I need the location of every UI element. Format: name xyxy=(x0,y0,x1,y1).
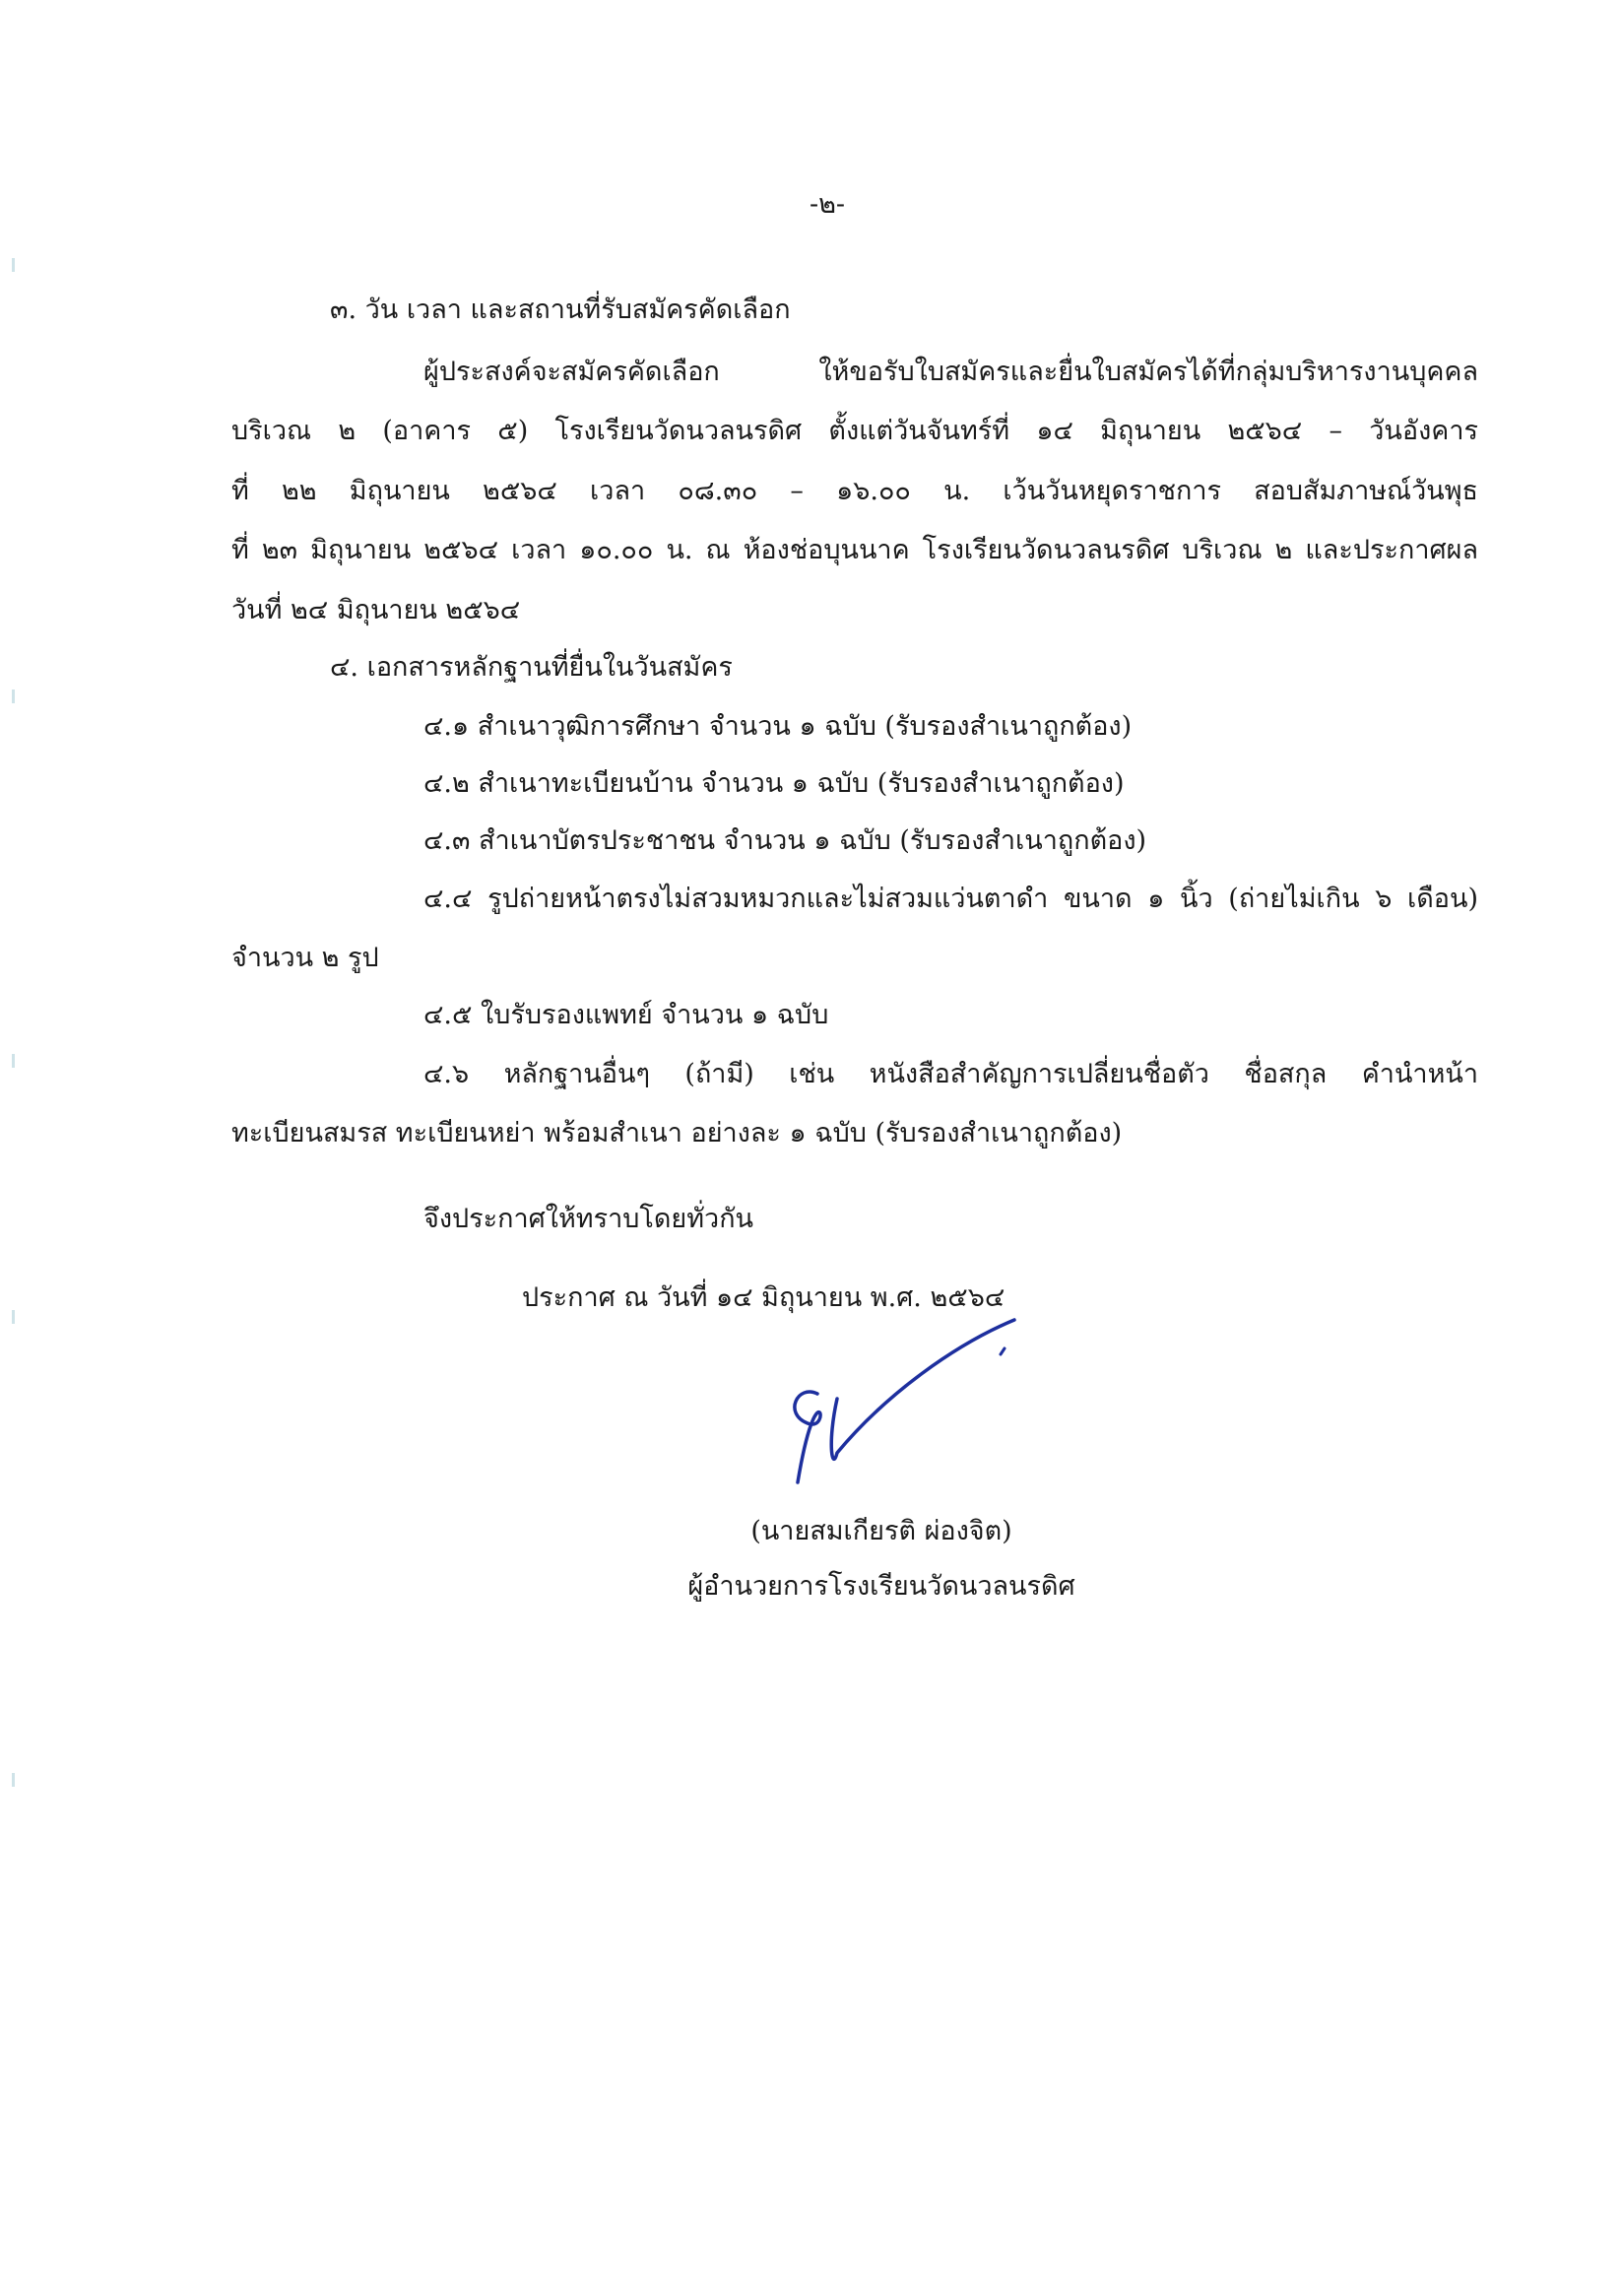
closing-statement: จึงประกาศให้ทราบโดยทั่วกัน xyxy=(423,1204,753,1234)
document-item: ๔.๒ สำเนาทะเบียนบ้าน จำนวน ๑ ฉบับ (รับรองสำเนาถูกต้อง) xyxy=(423,768,1125,799)
margin-mark xyxy=(12,1773,15,1787)
section-4-heading: ๔. เอกสารหลักฐานที่ยื่นในวันสมัคร xyxy=(330,652,733,683)
document-item-continuation: ทะเบียนสมรส ทะเบียนหย่า พร้อมสำเนา อย่างละ ๑ ฉบับ (รับรองสำเนาถูกต้อง) xyxy=(231,1118,1123,1148)
margin-mark xyxy=(12,1310,15,1324)
handwritten-signature xyxy=(778,1305,1034,1492)
document-item: ๔.๓ สำเนาบัตรประชาชน จำนวน ๑ ฉบับ (รับรองสำเนาถูกต้อง) xyxy=(423,825,1147,856)
signer-position: ผู้อำนวยการโรงเรียนวัดนวลนรดิศ xyxy=(687,1571,1075,1602)
section-3-paragraph-line: ที่ ๒๒ มิถุนายน ๒๕๖๔ เวลา ๐๘.๓๐ – ๑๖.๐๐ น. เว้นวันหยุดราชการ สอบสัมภาษณ์วันพุธ xyxy=(231,476,1478,506)
signer-name: (นายสมเกียรติ ผ่องจิต) xyxy=(750,1516,1012,1546)
announcement-date: ประกาศ ณ วันที่ ๑๔ มิถุนายน พ.ศ. ๒๕๖๔ xyxy=(522,1282,1005,1313)
margin-mark xyxy=(12,258,15,272)
section-3-paragraph-line: ผู้ประสงค์จะสมัครคัดเลือก ให้ขอรับใบสมัครและยื่นใบสมัครได้ที่กลุ่มบริหารงานบุคคล xyxy=(423,357,1478,387)
section-3-heading: ๓. วัน เวลา และสถานที่รับสมัครคัดเลือก xyxy=(330,295,791,325)
document-item: ๔.๕ ใบรับรองแพทย์ จำนวน ๑ ฉบับ xyxy=(423,1000,829,1030)
document-item: ๔.๑ สำเนาวุฒิการศึกษา จำนวน ๑ ฉบับ (รับรองสำเนาถูกต้อง) xyxy=(423,711,1133,742)
document-item: ๔.๖ หลักฐานอื่นๆ (ถ้ามี) เช่น หนังสือสำคัญการเปลี่ยนชื่อตัว ชื่อสกุล คำนำหน้า xyxy=(423,1059,1478,1089)
page-number: -๒- xyxy=(809,189,846,220)
section-3-paragraph-line: วันที่ ๒๔ มิถุนายน ๒๕๖๔ xyxy=(231,595,521,625)
margin-mark xyxy=(12,1054,15,1068)
document-item: ๔.๔ รูปถ่ายหน้าตรงไม่สวมหมวกและไม่สวมแว่นตาดำ ขนาด ๑ นิ้ว (ถ่ายไม่เกิน ๖ เดือน) xyxy=(423,884,1478,914)
margin-mark xyxy=(12,689,15,703)
section-3-paragraph-line: บริเวณ ๒ (อาคาร ๕) โรงเรียนวัดนวลนรดิศ ตั้งแต่วันจันทร์ที่ ๑๔ มิถุนายน ๒๕๖๔ – วันอังคาร xyxy=(231,416,1478,446)
section-3-paragraph-line: ที่ ๒๓ มิถุนายน ๒๕๖๔ เวลา ๑๐.๐๐ น. ณ ห้องช่อบุนนาค โรงเรียนวัดนวลนรดิศ บริเวณ ๒ และประกาศผล xyxy=(231,535,1478,565)
document-item-continuation: จำนวน ๒ รูป xyxy=(231,943,379,973)
